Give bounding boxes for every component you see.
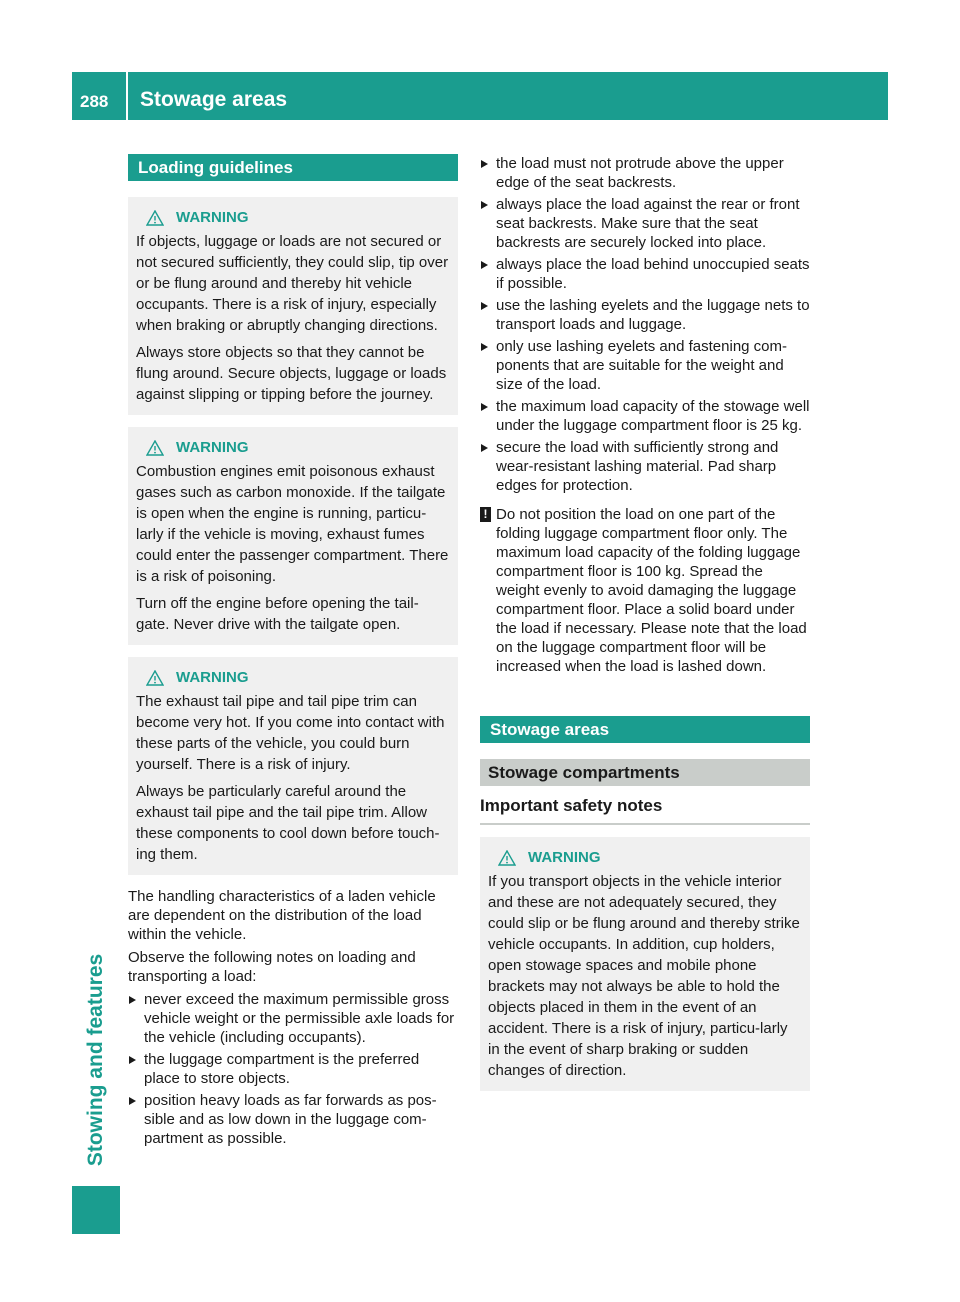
warning-text: Always store objects so that they cannot be flung around. Secure objects, luggage or loads against slipping or tipping before the journey. (136, 344, 447, 403)
warning-header (488, 847, 802, 868)
subsection-title-stowage-compartments: Stowage compartments (480, 759, 810, 786)
bullet-list (480, 154, 810, 495)
body-paragraph: The handling characteristics of a laden vehicle are dependent on the distribution of the load within the vehicle. (128, 888, 436, 943)
header-divider (126, 72, 128, 120)
right-column (480, 154, 810, 1103)
warning-box (128, 657, 458, 875)
warning-text: If you transport objects in the vehicle interior and these are not adequately secured, they could slip or be flung around and thereby strike vehicle occupants. In addition, cup holders, open stowage spaces and mobile phone brackets may not always be able to hold the objects placed in them in the event of an accident. There is a risk of injury, particu-larly in the event of sharp braking or sudden changes of direction. (488, 873, 800, 1079)
list-item: the load must not protrude above the upper edge of the seat backrests. (480, 154, 810, 192)
warning-text: Always be particularly careful around the exhaust tail pipe and the tail pipe trim. Allow these components to cool down before touch-ing them. (136, 783, 440, 863)
list-item: always place the load behind unoccupied seats if possible. (480, 255, 810, 293)
subheading-safety-notes: Important safety notes (480, 796, 810, 825)
warning-label: WARNING (176, 209, 249, 226)
warning-header (136, 667, 450, 688)
section-title-stowage-areas: Stowage areas (480, 716, 810, 743)
warning-label: WARNING (528, 849, 601, 866)
warning-box (128, 197, 458, 415)
note-text: Do not position the load on one part of the folding luggage compartment floor only. The maximum load capacity of the folding luggage compartment floor is 100 kg. Spread the weight evenly to avoid damaging the luggage compartment floor. Place a solid board under the load if necessary. Please note that the load on the luggage compartment floor will be increased when the load is lashed down. (496, 506, 807, 675)
warning-triangle-icon (146, 210, 164, 226)
list-item: use the lashing eyelets and the luggage nets to transport loads and luggage. (480, 296, 810, 334)
body-paragraph: Observe the following notes on loading and transporting a load: (128, 949, 416, 985)
warning-label: WARNING (176, 439, 249, 456)
warning-label: WARNING (176, 669, 249, 686)
list-item: the luggage compartment is the preferred place to store objects. (128, 1050, 458, 1088)
warning-box (128, 427, 458, 645)
warning-header (136, 207, 450, 228)
section-title-loading-guidelines: Loading guidelines (128, 154, 458, 181)
warning-box (480, 837, 810, 1091)
page-title: Stowage areas (140, 88, 288, 111)
warning-text: The exhaust tail pipe and tail pipe trim can become very hot. If you come into contact with these parts of the vehicle, you could burn yourself. There is a risk of injury. (136, 693, 445, 773)
exclamation-icon: ! (480, 507, 491, 522)
warning-triangle-icon (146, 440, 164, 456)
side-chapter-tab (72, 1186, 120, 1234)
side-chapter-label: Stowing and features (84, 953, 107, 1167)
warning-triangle-icon (146, 670, 164, 686)
warning-header (136, 437, 450, 458)
warning-text: If objects, luggage or loads are not secured or not secured sufficiently, they could slip, tip over or be flung around and thereby hit vehicle occupants. There is a risk of injury, especially when braking or abruptly changing directions. (136, 233, 449, 334)
list-item: the maximum load capacity of the stowage well under the luggage compartment floor is 25 kg. (480, 397, 810, 435)
left-column (128, 154, 458, 1152)
list-item: secure the load with sufficiently strong and wear-resistant lashing material. Pad sharp edges for protection. (480, 438, 810, 495)
list-item: never exceed the maximum permissible gross vehicle weight or the permissible axle loads for the vehicle (including occupants). (128, 990, 458, 1047)
warning-text: Turn off the engine before opening the tail-gate. Never drive with the tailgate open. (136, 595, 419, 633)
list-item: position heavy loads as far forwards as pos-sible and as low down in the luggage com-partment as possible. (128, 1091, 458, 1148)
list-item: only use lashing eyelets and fastening com-ponents that are suitable for the weight and size of the load. (480, 337, 810, 394)
list-item: always place the load against the rear or front seat backrests. Make sure that the seat backrests are securely locked into place. (480, 195, 810, 252)
warning-triangle-icon (498, 850, 516, 866)
warning-text: Combustion engines emit poisonous exhaust gases such as carbon monoxide. If the tailgate is open when the engine is running, particu-larly if the vehicle is moving, exhaust fumes could enter the passenger compartment. There is a risk of poisoning. (136, 463, 449, 585)
material-damage-note (480, 505, 810, 676)
page-number: 288 (80, 92, 109, 111)
bullet-list (128, 990, 458, 1148)
